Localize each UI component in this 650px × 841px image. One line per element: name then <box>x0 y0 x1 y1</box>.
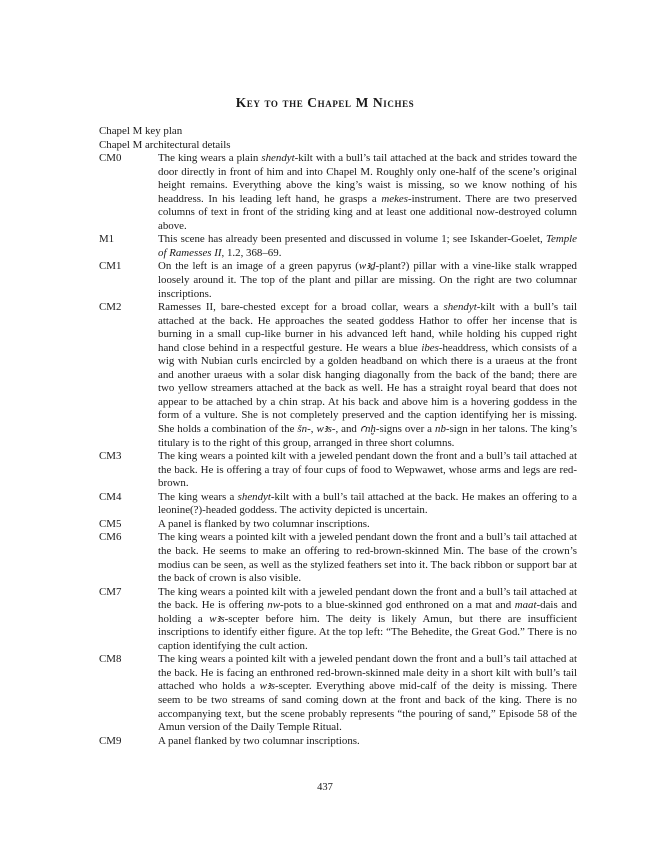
entry-text: The king wears a pointed kilt with a jeweled pendant down the front and a bull’s tail attached at the back. He seems to make an offering to red-brown-skinned Min. The base of the crown’s modius can be seen, as well as the stylized feathers set into it. The back ribbon or support bar at the back of crown is also visible. <box>158 531 577 585</box>
entry-cm9 <box>99 735 577 749</box>
entry-text: The king wears a pointed kilt with a jeweled pendant down the front and a bull’s tail attached at the back. He is offering a tray of four cups of food to Wepwawet, whose arms and legs are red-brown. <box>158 450 577 490</box>
entry-text: On the left is an image of a green papyrus (wꜣḏ-plant?) pillar with a vine-like stalk wrapped loosely around it. The top of the plant and pillar are missing. On the right are two columnar inscriptions. <box>158 260 577 300</box>
entry-list <box>99 152 577 748</box>
page-title: Key to the Chapel M Niches <box>235 95 415 110</box>
entry-text: The king wears a plain shendyt-kilt with a bull’s tail attached at the back and strides toward the door directly in front of him and into Chapel M. Roughly only one-half of the scene’s original height remains. Everything above the king’s waist is missing, so we know nothing of his headdress. In his leading left hand, he grasps a mekes-instrument. There are two preserved columns of text in front of the striding king and at least one additional now-destroyed column above. <box>158 152 577 232</box>
key-body <box>99 125 577 748</box>
entry-label: CM3 <box>99 450 122 463</box>
intro-line: Chapel M key plan <box>99 125 183 137</box>
entry-label: CM9 <box>99 734 122 747</box>
entry-label: CM2 <box>99 301 122 314</box>
entry-text: This scene has already been presented and discussed in volume 1; see Iskander-Goelet, Temple of Ramesses II, 1.2, 368–69. <box>158 233 577 259</box>
entry-cm3 <box>99 450 577 491</box>
entry-cm6 <box>99 531 577 585</box>
intro-line: Chapel M architectural details <box>99 138 231 151</box>
entry-cm5 <box>99 518 577 532</box>
entry-label: M1 <box>99 233 115 246</box>
entry-text: The king wears a shendyt-kilt with a bull’s tail attached at the back. He makes an offering to a leonine(?)-headed goddess. The activity depicted is uncertain. <box>158 490 577 517</box>
entry-cm2 <box>99 301 577 450</box>
entry-label: CM1 <box>99 260 122 273</box>
entry-text: A panel is flanked by two columnar inscriptions. <box>158 517 370 530</box>
entry-label: CM7 <box>99 585 122 598</box>
entry-label: CM8 <box>99 653 122 666</box>
entry-cm0 <box>99 152 577 233</box>
entry-cm4 <box>99 491 577 518</box>
entry-cm7 <box>99 586 577 654</box>
entry-text: A panel flanked by two columnar inscriptions. <box>158 734 360 747</box>
entry-text: The king wears a pointed kilt with a jeweled pendant down the front and a bull’s tail attached at the back. He is offering nw-pots to a blue-skinned god enthroned on a mat and maat-dais and holding a wꜣs-scepter before him. The deity is likely Amun, but there are insufficient inscriptions to identify either figure. At the top left: “The Behedite, the Great God.” There is no caption identifying the cult action. <box>158 585 577 652</box>
entry-label: CM4 <box>99 490 122 503</box>
entry-cm1 <box>99 260 577 301</box>
entry-label: CM5 <box>99 517 122 530</box>
entry-text: Ramesses II, bare-chested except for a broad collar, wears a shendyt-kilt with a bull’s tail attached at the back. He approaches the seated goddess Hathor to offer her incense that is burning in a small cup-like burner in his advanced left hand, while holding his cupped right hand close behind in a respectful gesture. He wears a blue ibes-headdress, which consists of a wig with Nubian curls encircled by a golden headband on which there is a uraeus at the front and another uraeus with a solar disk hanging diagonally from the back of the band; there are two yellow streamers attached at the back as well. He has a straight royal beard that does not appear to be attached by a chin strap. At his back and above him is a hovering goddess in the form of a vulture. She is not completely preserved and the caption identifying her is missing. She holds a combination of the šn-, wꜣs-, and ꜥnḫ-signs over a nb-sign in her talons. The king’s titulary is to the right of this group, arranged in three short columns. <box>158 301 577 449</box>
entry-text: The king wears a pointed kilt with a jeweled pendant down the front and a bull’s tail attached at the back. He is facing an enthroned red-brown-skinned male deity in a short kilt with bull’s tail attached who holds a wꜣs-scepter. Everything above mid-calf of the deity is missing. There seem to be two streams of sand coming down at the front and back of the king. There is no accompanying text, but the scene probably represents “the pouring of sand,” Episode 58 of the Amun version of the Daily Temple Ritual. <box>158 653 577 734</box>
entry-m1 <box>99 233 577 260</box>
entry-label: CM6 <box>99 531 122 544</box>
entry-cm8 <box>99 653 577 734</box>
page-number: 437 <box>317 782 333 793</box>
entry-label: CM0 <box>99 152 122 165</box>
